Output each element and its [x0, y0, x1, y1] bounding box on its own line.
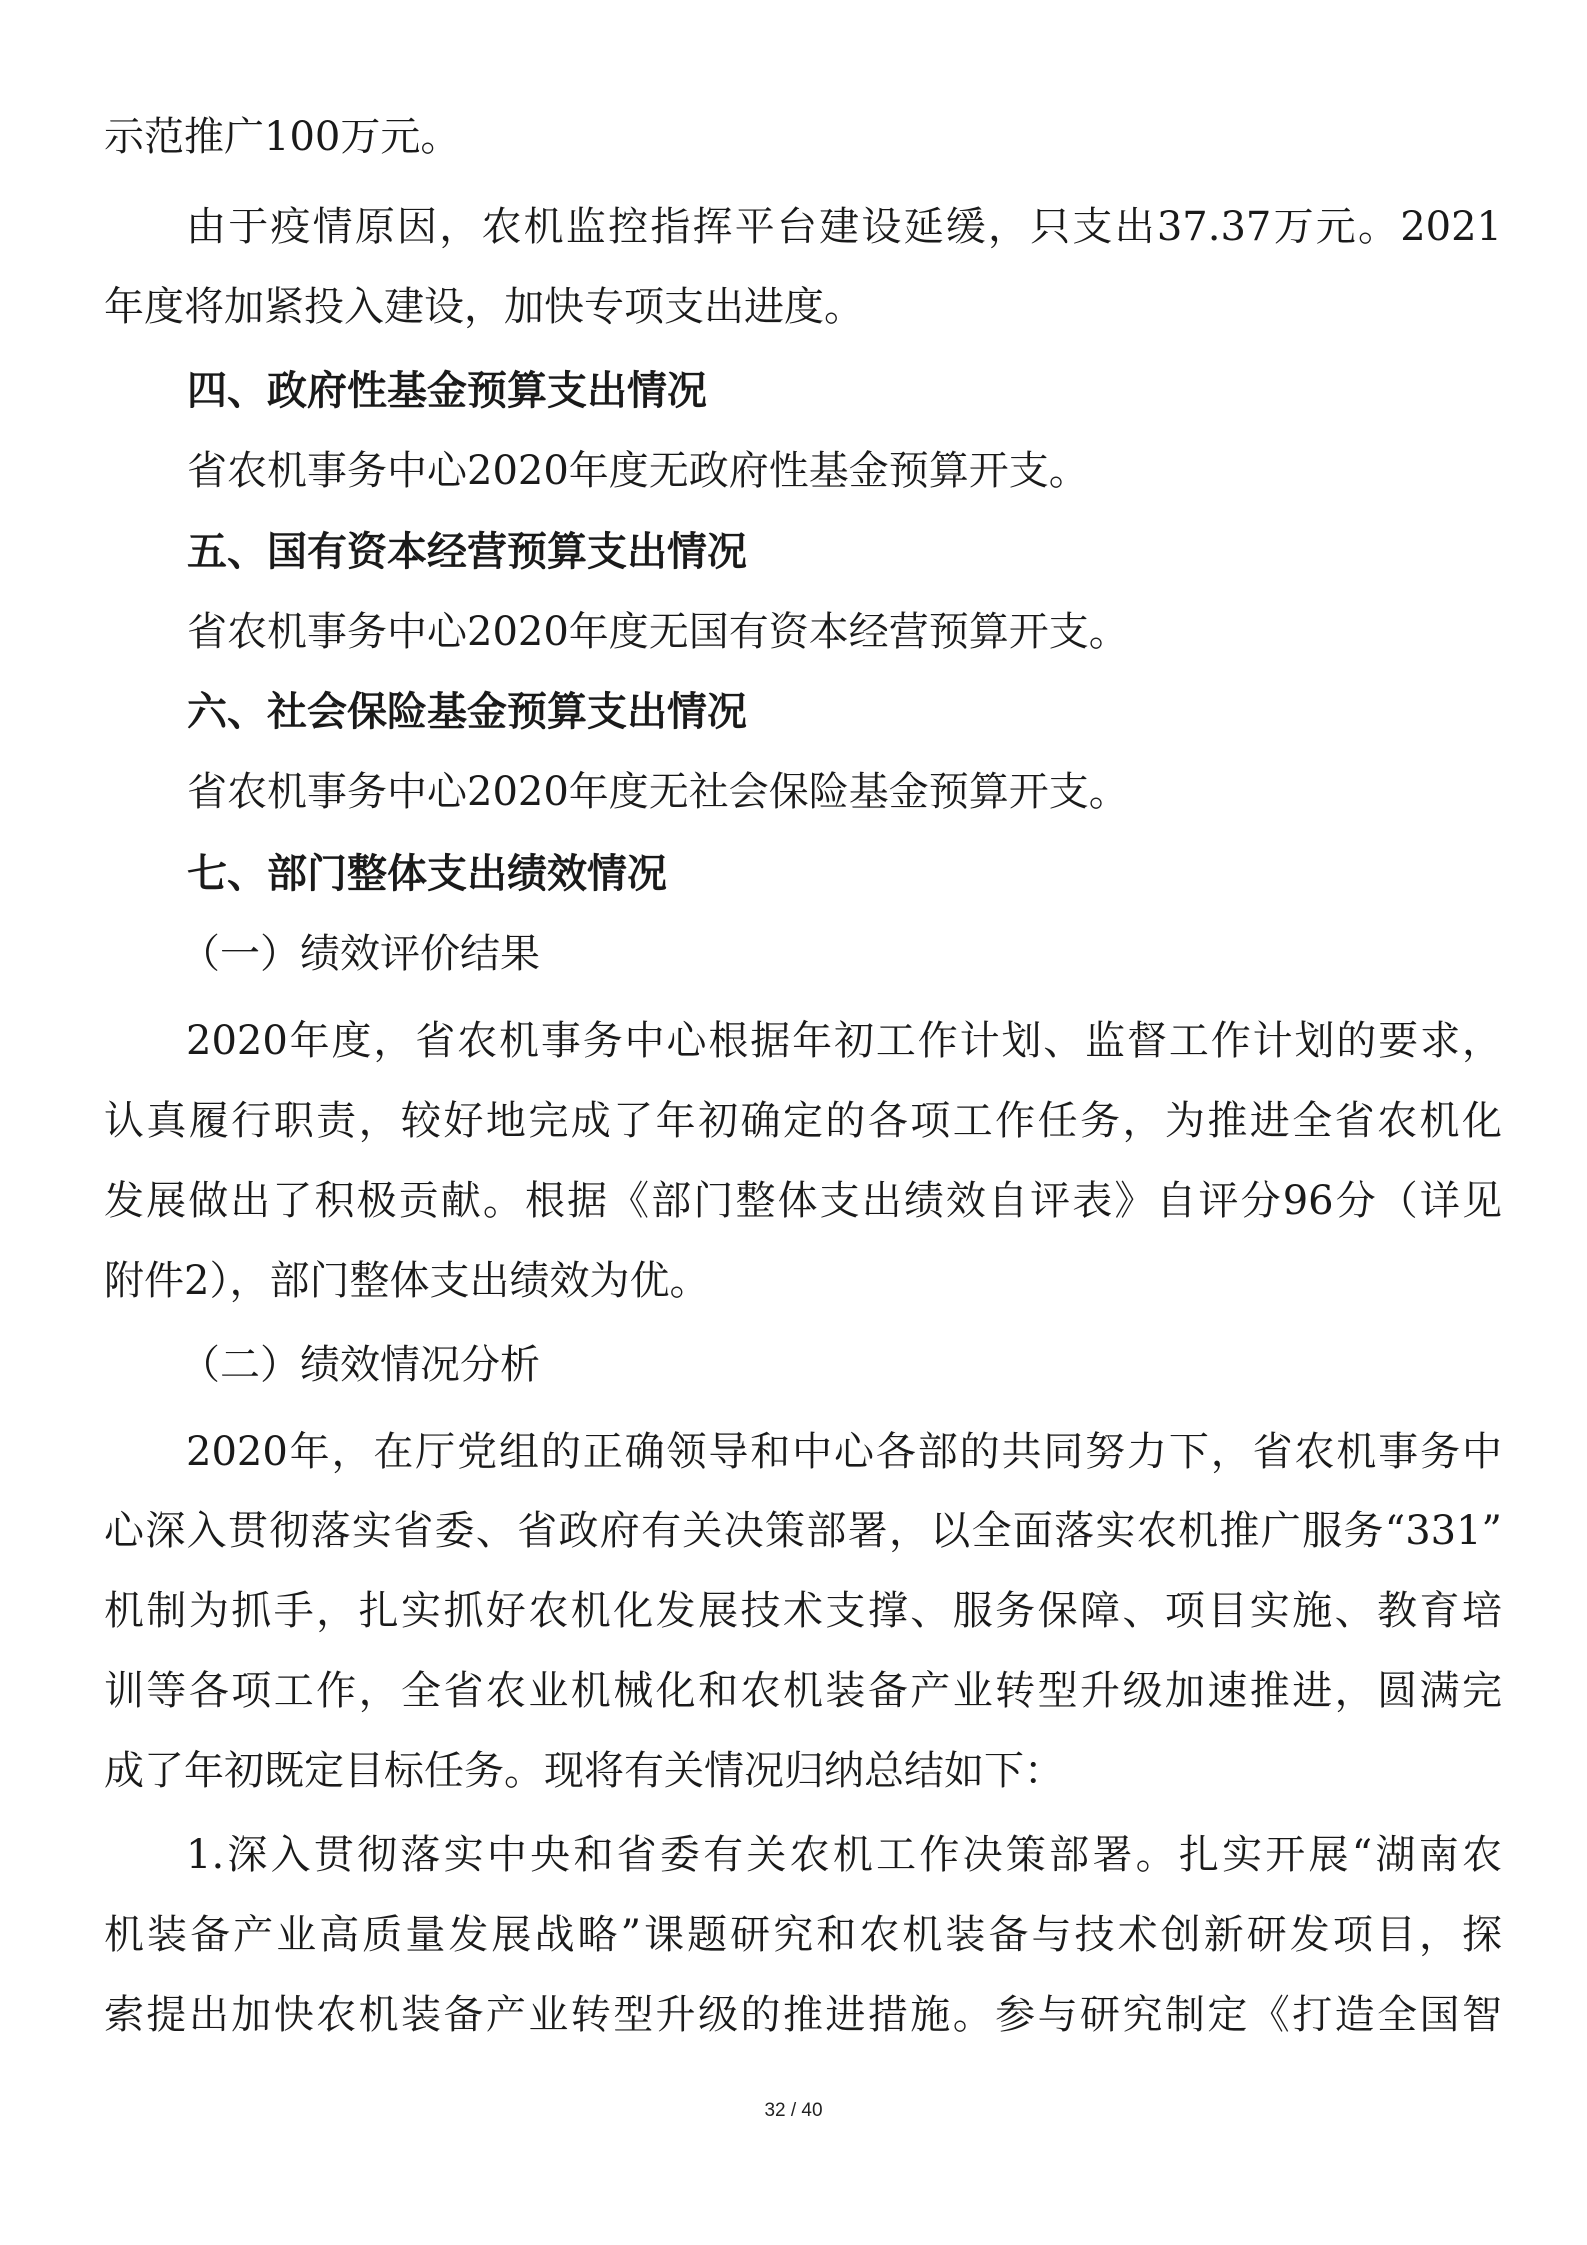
section-heading: 五、国有资本经营预算支出情况 [187, 529, 747, 575]
section-heading: 四、政府性基金预算支出情况 [187, 368, 707, 414]
paragraph-line: 由于疫情原因，农机监控指挥平台建设延缓，只支出37.37万元。2021 [186, 204, 1502, 250]
paragraph-line: 附件2），部门整体支出绩效为优。 [104, 1258, 710, 1304]
paragraph-line: 机制为抓手，扎实抓好农机化发展技术支撑、服务保障、项目实施、教育培 [104, 1588, 1502, 1634]
paragraph-line: 心深入贯彻落实省委、省政府有关决策部署，以全面落实农机推广服务“331” [104, 1508, 1502, 1554]
paragraph-line: 2020年度，省农机事务中心根据年初工作计划、监督工作计划的要求， [186, 1018, 1502, 1064]
subsection-heading: （二）绩效情况分析 [180, 1342, 540, 1388]
paragraph-line: 年度将加紧投入建设，加快专项支出进度。 [104, 284, 864, 330]
page-number: 32 / 40 [764, 2100, 823, 2121]
paragraph-line: 省农机事务中心2020年度无政府性基金预算开支。 [187, 448, 1089, 494]
section-heading: 七、部门整体支出绩效情况 [187, 851, 667, 897]
paragraph-line: 1.深入贯彻落实中央和省委有关农机工作决策部署。扎实开展“湖南农 [186, 1832, 1502, 1878]
paragraph-line: 训等各项工作，全省农业机械化和农机装备产业转型升级加速推进，圆满完 [104, 1668, 1502, 1714]
paragraph-line: 发展做出了积极贡献。根据《部门整体支出绩效自评表》自评分96分（详见 [104, 1178, 1502, 1224]
paragraph-line: 认真履行职责，较好地完成了年初确定的各项工作任务，为推进全省农机化 [104, 1098, 1502, 1144]
subsection-heading: （一）绩效评价结果 [180, 931, 540, 977]
paragraph-line: 2020年，在厅党组的正确领导和中心各部的共同努力下，省农机事务中 [186, 1429, 1502, 1475]
paragraph-line: 省农机事务中心2020年度无国有资本经营预算开支。 [187, 609, 1129, 655]
paragraph-line: 成了年初既定目标任务。现将有关情况归纳总结如下： [104, 1748, 1064, 1794]
paragraph-line: 索提出加快农机装备产业转型升级的推进措施。参与研究制定《打造全国智 [104, 1992, 1502, 2038]
paragraph-line: 机装备产业高质量发展战略”课题研究和农机装备与技术创新研发项目，探 [104, 1912, 1502, 1958]
paragraph-line: 示范推广100万元。 [104, 114, 461, 160]
section-heading: 六、社会保险基金预算支出情况 [187, 689, 747, 735]
paragraph-line: 省农机事务中心2020年度无社会保险基金预算开支。 [187, 769, 1129, 815]
